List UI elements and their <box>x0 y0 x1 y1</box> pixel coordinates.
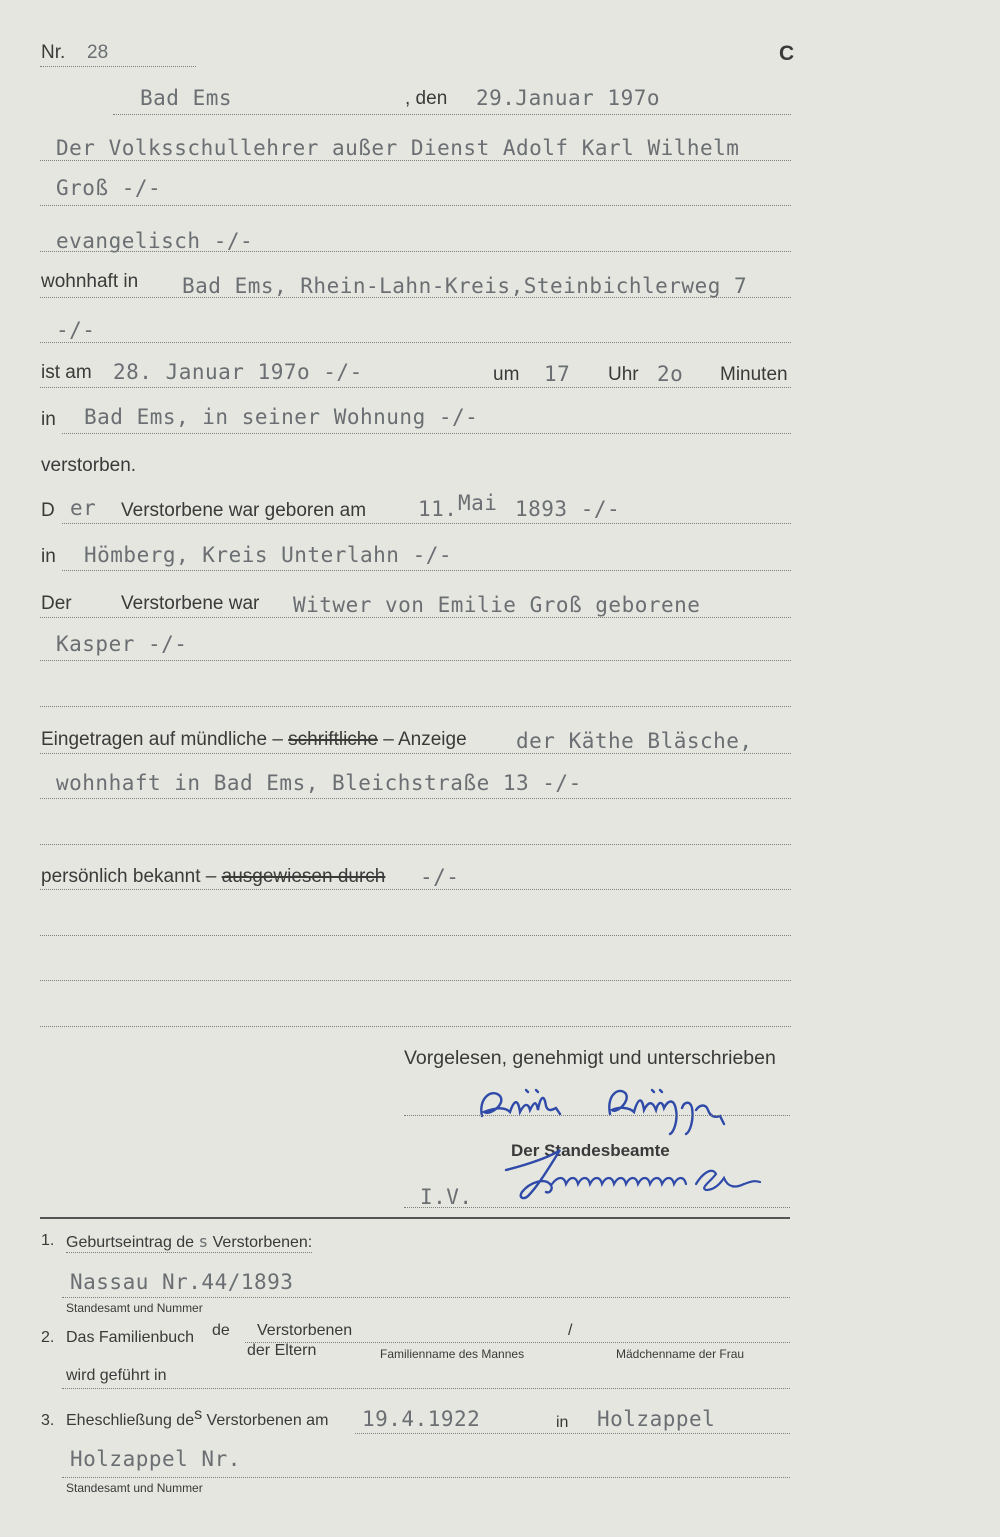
marital-underline-2 <box>40 660 791 661</box>
death-minutes: 2o <box>657 362 684 386</box>
footer-item-3-underline <box>62 1477 790 1478</box>
form-letter: C <box>779 42 795 65</box>
footer-divider <box>40 1217 790 1219</box>
footer-item-2-caption-husband: Familienname des Mannes <box>380 1347 525 1361</box>
footer-item-3-caption: Standesamt und Nummer <box>66 1481 203 1495</box>
blank-underline-3 <box>40 935 791 936</box>
marital-der-label: Der <box>41 593 72 614</box>
blank-underline-2 <box>40 844 791 845</box>
minuten-label: Minuten <box>720 364 788 385</box>
footer-item-2-place-underline <box>62 1388 790 1389</box>
identity-label <box>41 866 385 888</box>
place-date-underline <box>113 114 791 115</box>
footer-item-2-caption-wife: Mädchenname der Frau <box>616 1347 745 1361</box>
footer-item-3-label-b: Verstorbenen am <box>206 1412 329 1429</box>
verstorben-label: verstorben. <box>41 455 137 476</box>
registration-line-1: der Käthe Bläsche, <box>516 729 753 753</box>
birth-geboren-label: Verstorbene war geboren am <box>121 500 367 521</box>
residence-underline-2 <box>40 342 791 343</box>
footer-item-3-in-label: in <box>556 1414 569 1431</box>
person-line-1: Der Volksschullehrer außer Dienst Adolf Karl Wilhelm <box>56 136 740 160</box>
nr-value: 28 <box>87 42 109 63</box>
iv-label: I.V. <box>420 1185 473 1209</box>
marital-line-1: Witwer von Emilie Groß geborene <box>293 593 701 617</box>
blank-underline-1 <box>40 706 791 707</box>
read-approved-label: Vorgelesen, genehmigt und unterschrieben <box>404 1047 776 1069</box>
identity-underline <box>40 889 791 890</box>
footer-item-2-de: de <box>212 1322 230 1339</box>
death-date-underline <box>40 387 791 388</box>
birth-in-label: in <box>41 546 56 567</box>
religion: evangelisch -/- <box>56 229 254 253</box>
registry-place: Bad Ems <box>140 86 233 110</box>
death-in-label: in <box>41 409 56 430</box>
registration-underline-1 <box>40 753 791 754</box>
nr-underline <box>40 66 196 67</box>
footer-item-3-date: 19.4.1922 <box>362 1407 481 1431</box>
marital-line-2: Kasper -/- <box>56 632 188 656</box>
registration-label-struck: schriftliche <box>288 729 378 750</box>
registrar-signature <box>500 1136 770 1206</box>
den-label: , den <box>405 88 448 109</box>
footer-item-3-number: 3. <box>41 1412 55 1429</box>
ist-am-label: ist am <box>41 362 92 383</box>
uhr-label: Uhr <box>608 364 639 385</box>
blank-underline-4 <box>40 980 791 981</box>
um-label: um <box>493 364 520 385</box>
death-date: 28. Januar 197o -/- <box>113 360 363 384</box>
footer-item-2-eltern: der Eltern <box>247 1342 317 1359</box>
footer-item-2-label: Das Familienbuch <box>66 1329 195 1346</box>
identity-label-text: persönlich bekannt – <box>41 866 217 887</box>
birth-place-underline <box>62 570 791 571</box>
birth-d-label: D <box>41 500 55 521</box>
registration-underline-2 <box>40 798 791 799</box>
blank-underline-5 <box>40 1026 791 1027</box>
residence-underline-1 <box>40 297 791 298</box>
footer-item-2-wird-label: wird geführt in <box>66 1367 167 1384</box>
nr-label: Nr. <box>41 42 66 63</box>
footer-item-2-slash: / <box>568 1322 573 1339</box>
footer-item-3-label <box>66 1406 329 1430</box>
footer-item-1-number: 1. <box>41 1232 55 1249</box>
footer-item-1-label-s: s <box>198 1232 209 1251</box>
identity-label-struck: ausgewiesen durch <box>221 866 386 887</box>
death-place: Bad Ems, in seiner Wohnung -/- <box>84 405 479 429</box>
registration-label-end: – Anzeige <box>383 729 467 750</box>
residence-label: wohnhaft in <box>41 271 139 292</box>
marital-war-label: Verstorbene war <box>121 593 260 614</box>
marital-underline-1 <box>40 617 791 618</box>
birth-date-underline <box>62 523 791 524</box>
registration-line-2: wohnhaft in Bad Ems, Bleichstraße 13 -/- <box>56 771 582 795</box>
registrar-signature-underline <box>404 1207 790 1208</box>
registrar-label-text: er Standesbeamte <box>523 1141 670 1160</box>
footer-item-1-value: Nassau Nr.44/1893 <box>70 1270 294 1294</box>
footer-item-2-underline <box>245 1342 790 1343</box>
person-line-2: Groß -/- <box>56 176 162 200</box>
declarant-signature-underline <box>404 1115 790 1116</box>
registration-label <box>41 729 467 751</box>
footer-item-3-label-s: s <box>194 1406 203 1423</box>
religion-underline <box>40 251 791 252</box>
footer-item-3-label-a: Eheschließung de <box>66 1412 195 1429</box>
registrar-prefix: D <box>511 1141 524 1160</box>
death-hour: 17 <box>544 362 571 386</box>
birth-date-rest: 1893 -/- <box>515 497 621 521</box>
registry-date: 29.Januar 197o <box>476 86 661 110</box>
identity-value: -/- <box>420 865 460 889</box>
footer-item-3-value: Holzappel Nr. <box>70 1447 241 1471</box>
footer-item-1-label-b: Verstorbenen: <box>212 1234 313 1251</box>
registration-label-start: Eingetragen auf mündliche – <box>41 729 283 750</box>
footer-item-3-date-underline <box>355 1433 790 1434</box>
declarant-signature <box>470 1078 770 1138</box>
death-place-underline <box>62 433 791 434</box>
footer-item-1-caption: Standesamt und Nummer <box>66 1301 203 1315</box>
footer-item-1-underline <box>62 1297 790 1298</box>
birth-er-value: er <box>70 496 97 520</box>
birth-date-month: Mai <box>458 491 498 515</box>
residence-line-2: -/- <box>56 318 96 342</box>
footer-item-2-verstorbenen: Verstorbenen <box>257 1322 353 1339</box>
birth-date-day: 11. <box>418 497 458 521</box>
person-underline-1 <box>40 160 791 161</box>
footer-item-2-number: 2. <box>41 1329 55 1346</box>
person-underline-2 <box>40 205 791 206</box>
footer-item-3-place: Holzappel <box>597 1407 716 1431</box>
footer-item-1-label <box>66 1232 312 1253</box>
birth-place: Hömberg, Kreis Unterlahn -/- <box>84 543 453 567</box>
residence-line-1: Bad Ems, Rhein-Lahn-Kreis,Steinbichlerweg 7 <box>182 274 748 298</box>
footer-item-1-label-a: Geburtseintrag de <box>66 1234 195 1251</box>
